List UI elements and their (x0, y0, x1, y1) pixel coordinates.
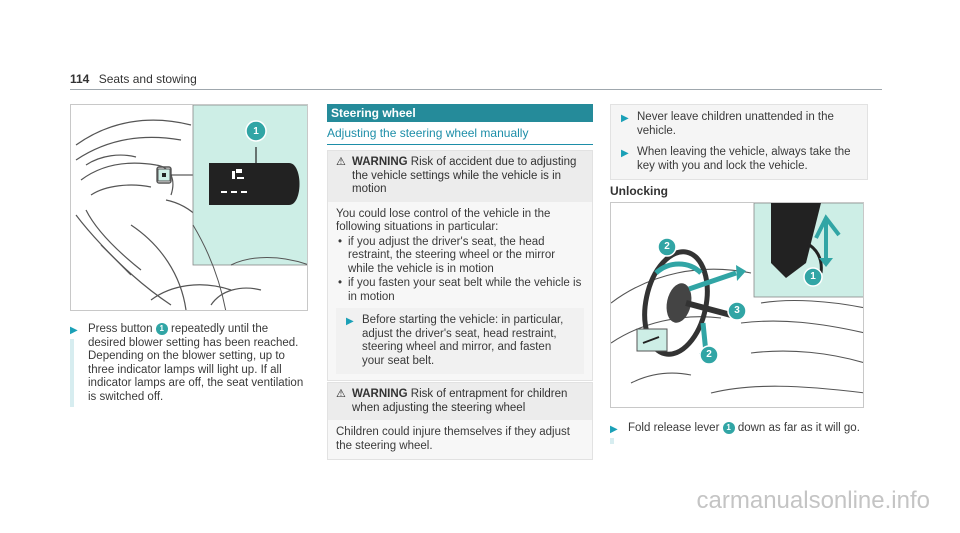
step-arrow-icon: ▶ (70, 325, 78, 336)
step-bar (610, 438, 614, 444)
section-title: Steering wheel (327, 104, 593, 122)
release-lever-step (610, 422, 868, 436)
header-rule (70, 89, 882, 90)
callout-2-lower: 2 (706, 349, 712, 360)
unlocking-heading: Unlocking (610, 184, 669, 198)
blower-step (70, 323, 308, 404)
warning-body: Children could injure themselves if they adjust the steering wheel. (336, 426, 570, 452)
step-bar (70, 339, 74, 407)
note-item: ▶ When leaving the vehicle, always take the key with you and lock the vehicle. (621, 146, 851, 172)
chapter-title: Seats and stowing (98, 72, 197, 86)
steering-wheel-figure (610, 202, 864, 408)
seat-ventilation-figure (70, 104, 308, 311)
warning-step (336, 308, 584, 374)
callout-3: 3 (734, 305, 740, 316)
warning-label: WARNING (352, 156, 408, 168)
callout-1: 1 (156, 323, 168, 335)
step-text-pre: Press button (88, 323, 153, 335)
warning-box-entrapment (327, 382, 593, 460)
warning-bullet: • if you fasten your seat belt while the vehicle is in motion (336, 277, 584, 304)
warning-headline: Risk of entrapment for children when adjusting the steering wheel (352, 388, 568, 414)
page-number: 114 (70, 72, 90, 86)
step-arrow-icon: ▶ (621, 113, 629, 124)
watermark: carmanualsonline.info (696, 487, 930, 514)
step-detail: Depending on the blower setting, up to three indicator lamps will light up. If all indicator lamps are off, the seat ventilation is switched off. (88, 350, 304, 403)
step-arrow-icon: ▶ (346, 316, 354, 327)
step-arrow-icon: ▶ (621, 148, 629, 159)
warning-bullet: • if you adjust the driver's seat, the head restraint, the steering wheel or the mirror while the vehicle is in motion (336, 236, 584, 277)
step-text-pre: Fold release lever (628, 422, 720, 434)
callout-1: 1 (810, 271, 816, 282)
warning-step-text: Before starting the vehicle: in particular, adjust the driver's seat, head restraint, steering wheel and mirror, and fasten your seat belt. (362, 314, 564, 367)
step-arrow-icon: ▶ (610, 424, 618, 435)
warning-triangle-icon: ⚠ (336, 388, 346, 400)
note-box (610, 104, 868, 180)
subsection-title: Adjusting the steering wheel manually (327, 126, 593, 145)
warning-bullets (336, 236, 584, 305)
warning-label: WARNING (352, 388, 408, 400)
step-text-post: down as far as it will go. (737, 422, 860, 434)
page-header (70, 72, 197, 86)
step-text-post: repeatedly until the desired blower setting has been reached. (88, 323, 299, 349)
callout-1: 1 (253, 126, 259, 137)
warning-triangle-icon: ⚠ (336, 156, 346, 168)
warning-box-accident (327, 150, 593, 381)
note-item: ▶ Never leave children unattended in the vehicle. (621, 111, 834, 137)
warning-intro: You could lose control of the vehicle in the following situations in particular: (336, 207, 551, 233)
callout-2: 2 (664, 241, 670, 252)
callout-1: 1 (723, 422, 735, 434)
warning-headline: Risk of accident due to adjusting the vehicle settings while the vehicle is in motion (352, 156, 577, 195)
